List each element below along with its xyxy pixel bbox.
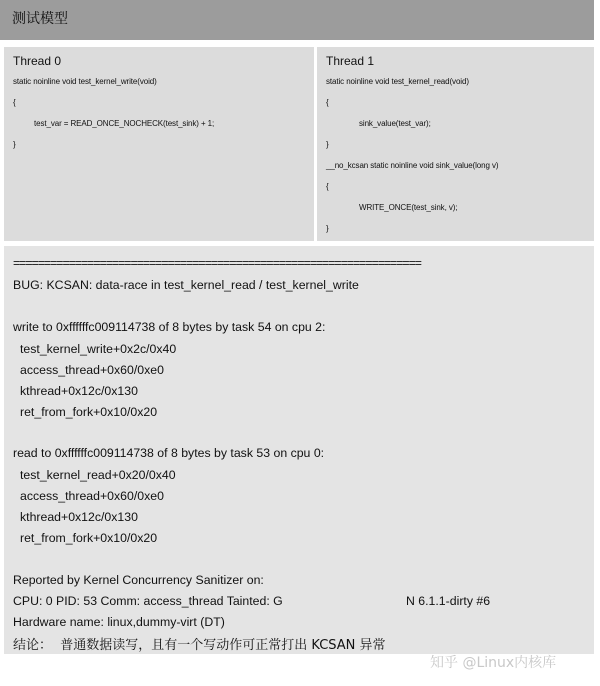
read-header: read to 0xffffffc009114738 of 8 bytes by task 53 on cpu 0: <box>13 446 325 460</box>
code-line: __no_kcsan static noinline void sink_value(long v) <box>326 161 499 170</box>
stack-frame: access_thread+0x60/0xe0 <box>20 363 164 377</box>
code-line: test_var = READ_ONCE_NOCHECK(test_sink) + 1; <box>34 119 215 128</box>
code-line: static noinline void test_kernel_write(void) <box>13 77 157 86</box>
stack-frame: test_kernel_read+0x20/0x40 <box>20 468 176 482</box>
section-title: 测试模型 <box>12 11 68 27</box>
stack-frame: kthread+0x12c/0x130 <box>20 510 138 524</box>
stack-frame: ret_from_fork+0x10/0x20 <box>20 405 158 419</box>
section-header <box>0 0 594 40</box>
stack-frame: kthread+0x12c/0x130 <box>20 384 138 398</box>
stack-frame: test_kernel_write+0x2c/0x40 <box>20 342 177 356</box>
reported-by-line: Reported by Kernel Concurrency Sanitizer on: <box>13 573 264 587</box>
code-line: static noinline void test_kernel_read(void) <box>326 77 469 86</box>
code-line: WRITE_ONCE(test_sink, v); <box>359 203 458 212</box>
kcsan-report <box>4 246 594 654</box>
code-line: { <box>13 98 16 107</box>
bug-line: BUG: KCSAN: data-race in test_kernel_read / test_kernel_write <box>13 278 359 292</box>
stack-frame: access_thread+0x60/0xe0 <box>20 489 164 503</box>
thread-0-title: Thread 0 <box>13 54 62 68</box>
thread-1-title: Thread 1 <box>326 54 375 68</box>
code-line: { <box>326 182 329 191</box>
code-line: } <box>13 140 16 149</box>
separator-line: ================================================================== <box>13 256 421 270</box>
thread-1-cell <box>317 47 594 241</box>
thread-0-cell <box>4 47 314 241</box>
cpu-line: CPU: 0 PID: 53 Comm: access_thread Tainted: G <box>13 594 283 608</box>
code-line: } <box>326 224 329 233</box>
conclusion-text: 结论： 普通数据读写，且有一个写动作可正常打出 KCSAN 异常 <box>13 638 386 653</box>
stack-frame: ret_from_fork+0x10/0x20 <box>20 531 158 545</box>
code-line: { <box>326 98 329 107</box>
watermark: 知乎 @Linux内核库 <box>430 655 557 671</box>
kernel-version: N 6.1.1-dirty #6 <box>406 594 491 608</box>
write-header: write to 0xffffffc009114738 of 8 bytes by task 54 on cpu 2: <box>13 320 326 334</box>
code-line: } <box>326 140 329 149</box>
code-line: sink_value(test_var); <box>359 119 431 128</box>
hardware-line: Hardware name: linux,dummy-virt (DT) <box>13 615 225 629</box>
